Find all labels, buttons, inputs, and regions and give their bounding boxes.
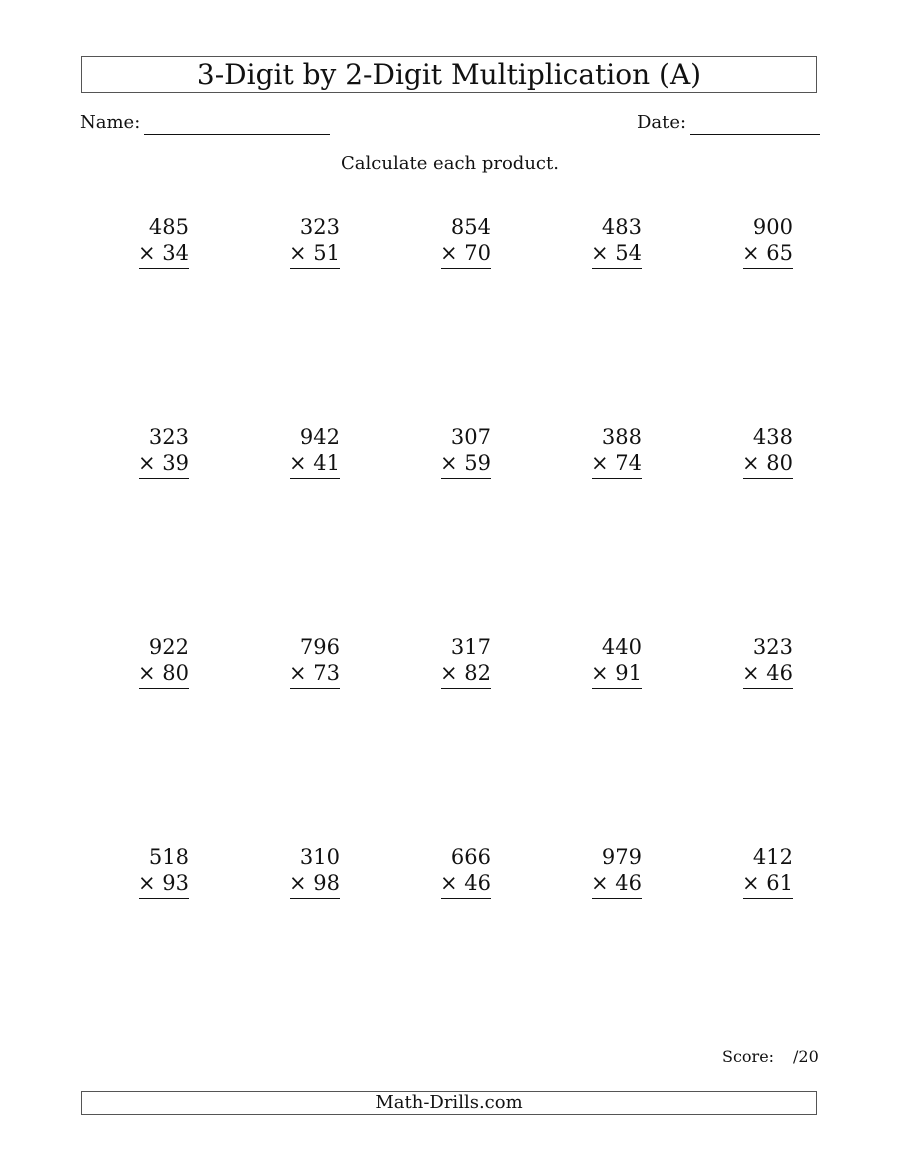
score-label: Score: (722, 1047, 775, 1066)
answer-line (139, 268, 189, 269)
multiplier-row (742, 450, 793, 476)
answer-line (441, 268, 491, 269)
answer-line (743, 898, 793, 899)
multiplier: 93 (162, 871, 189, 895)
multiplier: 46 (766, 661, 793, 685)
multiplicand: 922 (148, 635, 189, 659)
multiplier: 80 (162, 661, 189, 685)
multiplier: 34 (162, 241, 189, 265)
multiplier: 65 (766, 241, 793, 265)
multiplier-row (742, 870, 793, 896)
multiplicand: 440 (601, 635, 642, 659)
multiplicand: 796 (299, 635, 340, 659)
times-symbol: × (590, 241, 609, 265)
answer-line (441, 688, 491, 689)
problem-14 (542, 634, 642, 694)
problem-1 (89, 214, 189, 274)
times-symbol: × (741, 451, 760, 475)
multiplicand: 310 (299, 845, 340, 869)
answer-line (139, 898, 189, 899)
multiplier-row (742, 240, 793, 266)
worksheet-title: 3-Digit by 2-Digit Multiplication (A) (81, 56, 817, 93)
problem-15 (693, 634, 793, 694)
multiplicand: 979 (601, 845, 642, 869)
problem-17 (240, 844, 340, 904)
multiplier-row (742, 660, 793, 686)
answer-line (290, 688, 340, 689)
answer-line (592, 268, 642, 269)
multiplicand: 666 (450, 845, 491, 869)
problem-7 (240, 424, 340, 484)
multiplicand: 485 (148, 215, 189, 239)
multiplier-row (289, 660, 340, 686)
problem-18 (391, 844, 491, 904)
answer-line (743, 268, 793, 269)
times-symbol: × (590, 871, 609, 895)
multiplier-row (138, 660, 189, 686)
times-symbol: × (741, 871, 760, 895)
footer-site: Math-Drills.com (81, 1091, 817, 1115)
multiplier: 61 (766, 871, 793, 895)
multiplicand: 900 (752, 215, 793, 239)
multiplier: 59 (464, 451, 491, 475)
multiplier: 51 (313, 241, 340, 265)
multiplicand: 412 (752, 845, 793, 869)
problem-9 (542, 424, 642, 484)
multiplier: 70 (464, 241, 491, 265)
answer-line (592, 688, 642, 689)
problem-10 (693, 424, 793, 484)
multiplier: 54 (615, 241, 642, 265)
multiplier: 91 (615, 661, 642, 685)
times-symbol: × (288, 451, 307, 475)
multiplier-row (591, 240, 642, 266)
multiplicand: 323 (148, 425, 189, 449)
problem-19 (542, 844, 642, 904)
times-symbol: × (137, 241, 156, 265)
multiplier: 46 (464, 871, 491, 895)
multiplicand: 942 (299, 425, 340, 449)
multiplicand: 518 (148, 845, 189, 869)
answer-line (139, 688, 189, 689)
multiplier-row (138, 870, 189, 896)
multiplier-row (440, 240, 491, 266)
multiplier-row (138, 450, 189, 476)
answer-line (592, 898, 642, 899)
multiplicand: 323 (299, 215, 340, 239)
multiplicand: 438 (752, 425, 793, 449)
date-field-line[interactable] (690, 134, 820, 135)
multiplier: 98 (313, 871, 340, 895)
times-symbol: × (439, 451, 458, 475)
multiplicand: 307 (450, 425, 491, 449)
multiplier: 41 (313, 451, 340, 475)
answer-line (743, 688, 793, 689)
problem-13 (391, 634, 491, 694)
times-symbol: × (439, 661, 458, 685)
multiplier-row (440, 660, 491, 686)
answer-line (592, 478, 642, 479)
problem-16 (89, 844, 189, 904)
date-label: Date: (637, 112, 687, 133)
multiplier: 46 (615, 871, 642, 895)
problem-12 (240, 634, 340, 694)
times-symbol: × (288, 661, 307, 685)
multiplier: 80 (766, 451, 793, 475)
times-symbol: × (439, 241, 458, 265)
multiplier: 82 (464, 661, 491, 685)
multiplicand: 854 (450, 215, 491, 239)
times-symbol: × (288, 241, 307, 265)
answer-line (290, 898, 340, 899)
answer-line (743, 478, 793, 479)
multiplier-row (440, 870, 491, 896)
times-symbol: × (288, 871, 307, 895)
times-symbol: × (137, 451, 156, 475)
name-field-line[interactable] (144, 134, 330, 135)
answer-line (441, 898, 491, 899)
problem-4 (542, 214, 642, 274)
multiplier-row (289, 240, 340, 266)
times-symbol: × (590, 661, 609, 685)
times-symbol: × (439, 871, 458, 895)
answer-line (290, 268, 340, 269)
multiplier-row (591, 450, 642, 476)
multiplier-row (138, 240, 189, 266)
answer-line (441, 478, 491, 479)
instructions: Calculate each product. (341, 153, 559, 174)
multiplier-row (440, 450, 491, 476)
times-symbol: × (741, 241, 760, 265)
multiplier-row (591, 870, 642, 896)
times-symbol: × (137, 661, 156, 685)
times-symbol: × (590, 451, 609, 475)
answer-line (139, 478, 189, 479)
multiplier-row (289, 450, 340, 476)
score-total: /20 (793, 1047, 819, 1066)
answer-line (290, 478, 340, 479)
problem-3 (391, 214, 491, 274)
problem-20 (693, 844, 793, 904)
name-label: Name: (80, 112, 141, 133)
multiplicand: 388 (601, 425, 642, 449)
multiplicand: 323 (752, 635, 793, 659)
problem-5 (693, 214, 793, 274)
problem-2 (240, 214, 340, 274)
multiplier: 39 (162, 451, 189, 475)
problem-6 (89, 424, 189, 484)
times-symbol: × (741, 661, 760, 685)
multiplicand: 317 (450, 635, 491, 659)
problem-8 (391, 424, 491, 484)
multiplier: 74 (615, 451, 642, 475)
problem-11 (89, 634, 189, 694)
multiplier-row (289, 870, 340, 896)
times-symbol: × (137, 871, 156, 895)
multiplier-row (591, 660, 642, 686)
multiplicand: 483 (601, 215, 642, 239)
multiplier: 73 (313, 661, 340, 685)
